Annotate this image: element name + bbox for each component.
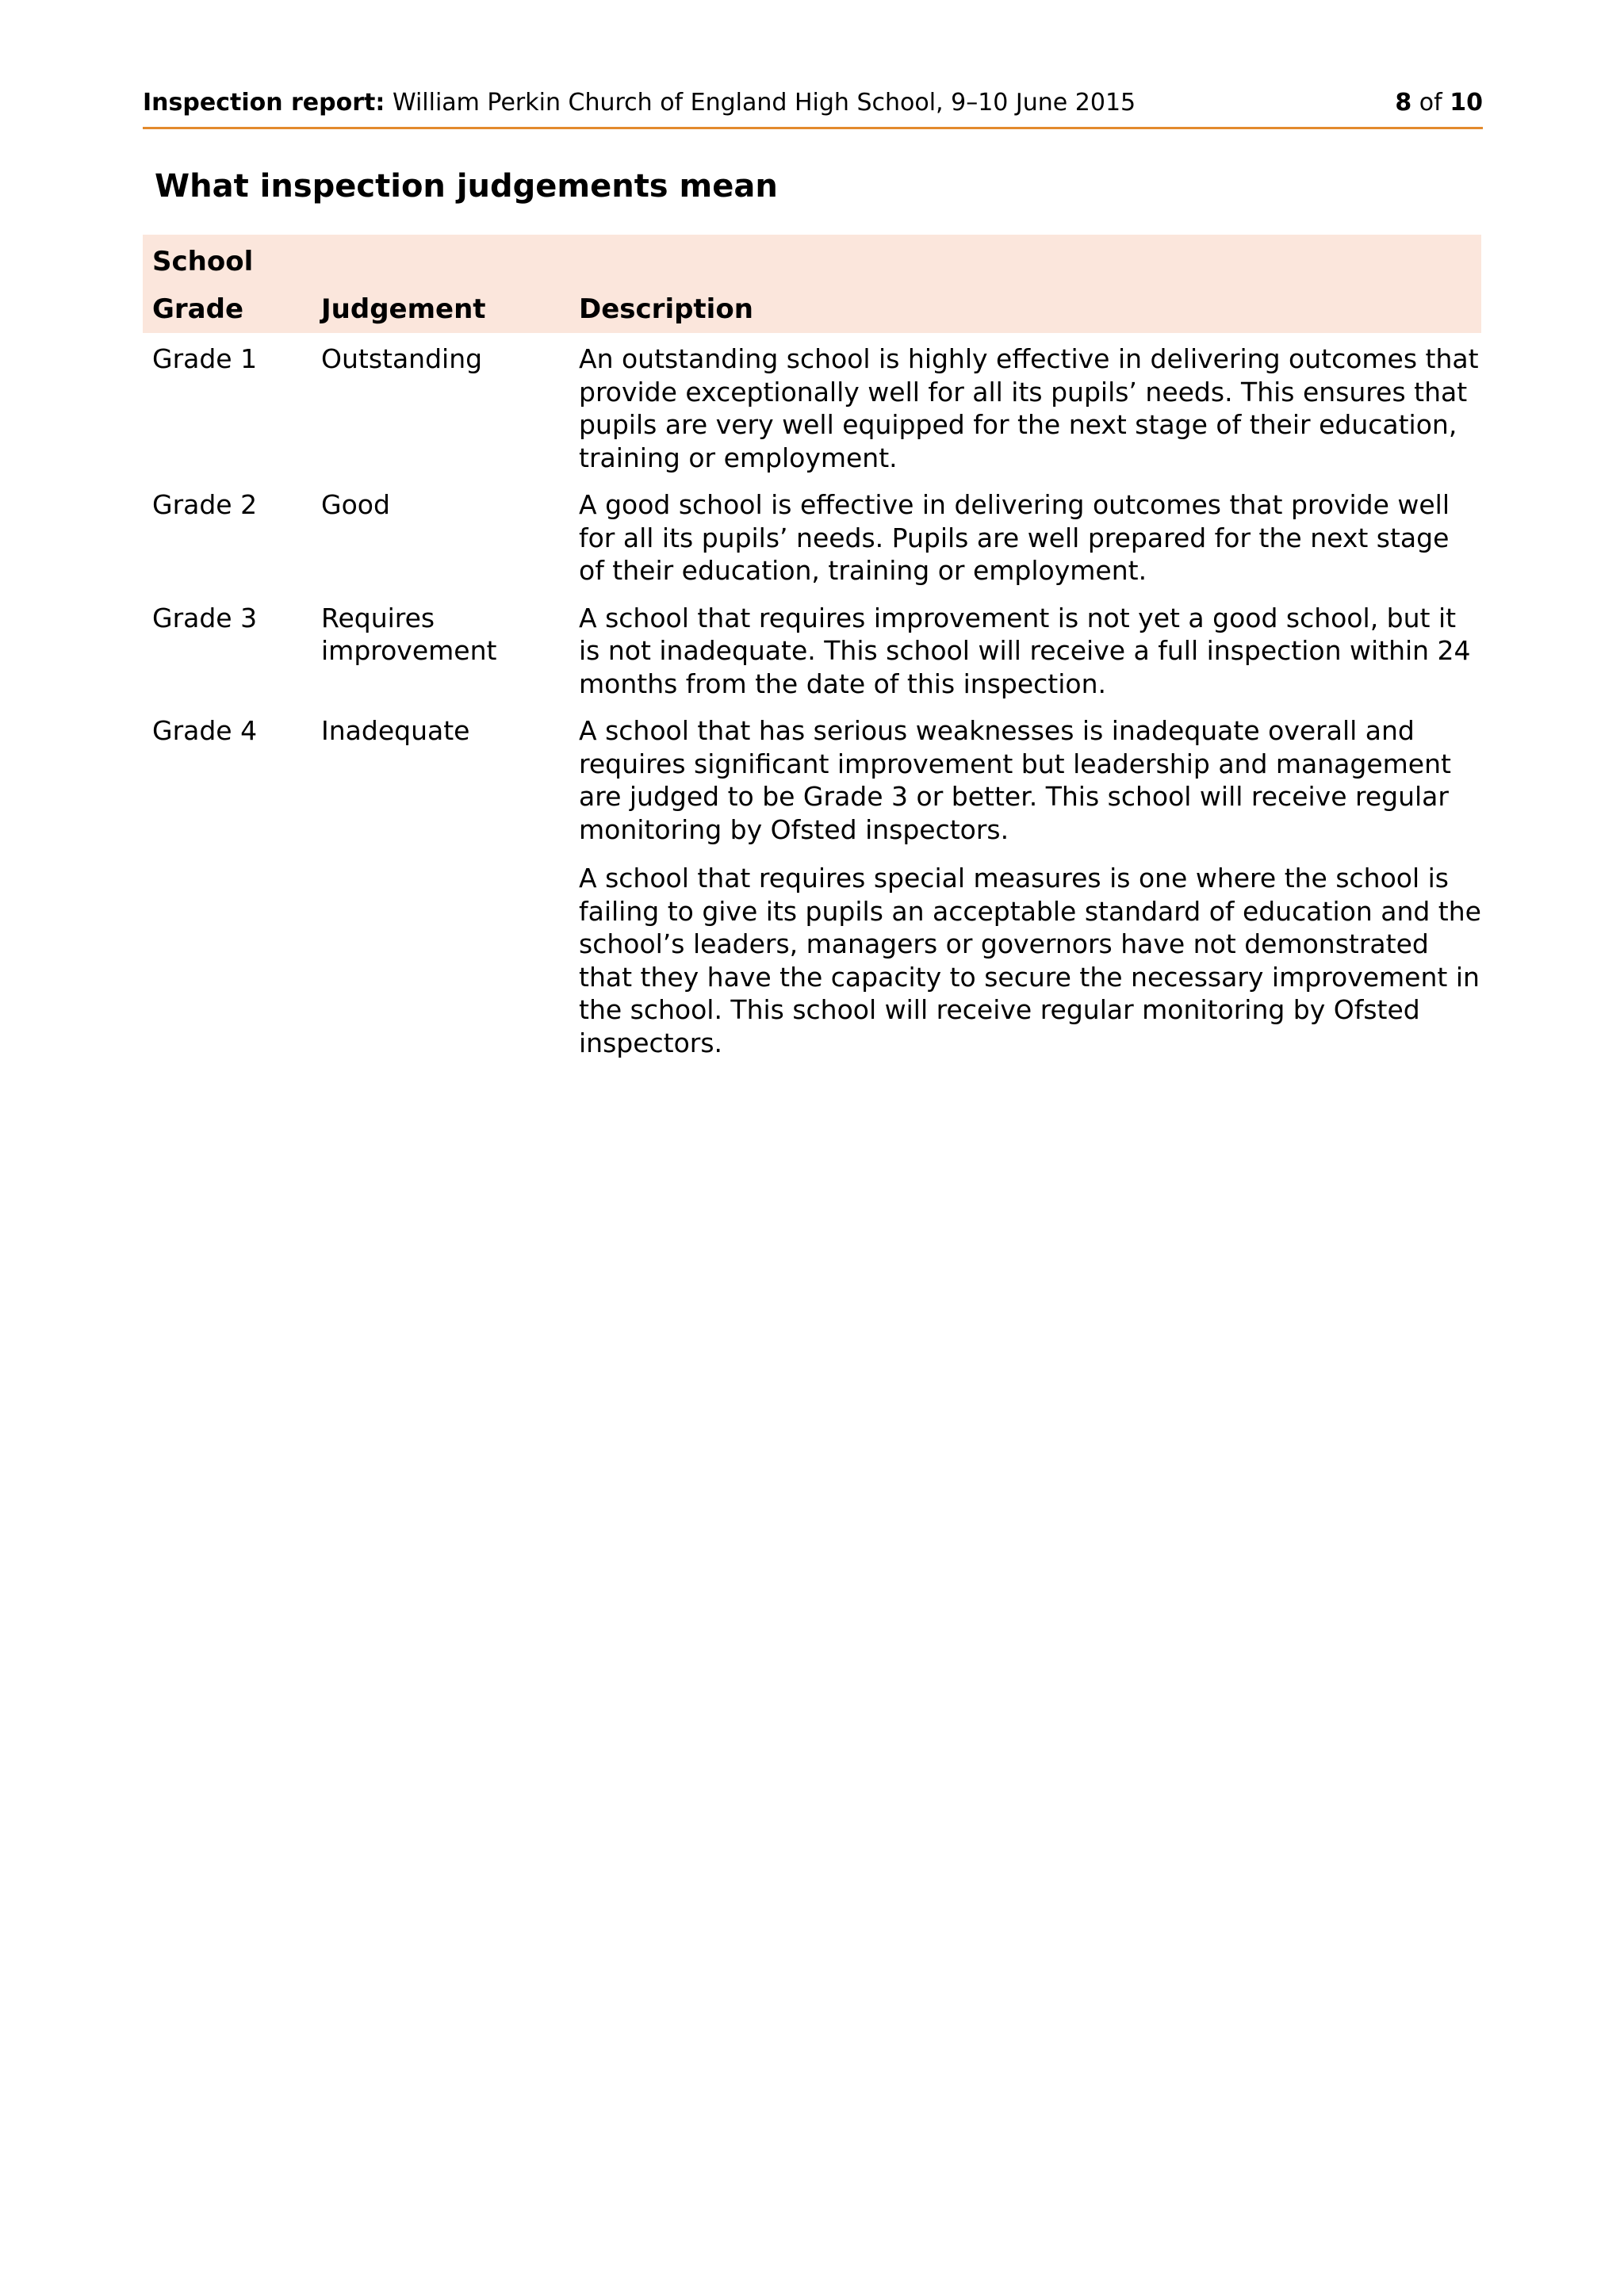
page-header — [143, 79, 1483, 129]
school-name: William Perkin Church of England High School, 9–10 June 2015 — [392, 89, 1136, 117]
grade-cell: Grade 1 — [152, 343, 258, 374]
grade-cell: Grade 4 — [152, 715, 258, 746]
description-cell — [569, 714, 1481, 1059]
table-section-label: School — [152, 246, 254, 277]
description-cell — [569, 488, 1481, 587]
judgement-cell: Outstanding — [321, 343, 483, 374]
judgement-cell: Requires improvement — [321, 602, 497, 666]
description-paragraph: A school that requires improvement is not yet a good school, but it is not inadequate. This school will receive a full inspection within 24 months from the date of this inspection. — [579, 602, 1471, 699]
table-header — [143, 235, 1481, 333]
description-cell — [569, 602, 1481, 701]
description-paragraph: A school that has serious weaknesses is inadequate overall and requires significant improvement but leadership and management are judged to be Grade 3 or better. This school will receive regular monitoring by Ofsted inspectors. — [579, 715, 1451, 845]
column-header-judgement: Judgement — [321, 293, 486, 325]
table-row — [143, 474, 1481, 587]
page-total: 10 — [1450, 89, 1483, 117]
page-of: of — [1419, 89, 1442, 117]
description-cell — [569, 342, 1481, 474]
report-title — [143, 79, 1136, 127]
page-title: What inspection judgements mean — [155, 168, 778, 205]
grade-cell: Grade 3 — [152, 602, 258, 633]
judgements-table — [143, 235, 1481, 1059]
grade-cell: Grade 2 — [152, 489, 258, 520]
column-header-grade: Grade — [152, 293, 244, 325]
table-row — [143, 587, 1481, 701]
table-row — [143, 700, 1481, 1059]
table-row — [143, 333, 1481, 474]
page-current: 8 — [1395, 89, 1412, 117]
judgement-cell: Inadequate — [321, 715, 470, 746]
description-paragraph: An outstanding school is highly effective in delivering outcomes that provide exceptionally well for all its pupils’ needs. This ensures that pupils are very well equipped for the next stage of their education, training or employment. — [579, 343, 1479, 473]
description-paragraph: A school that requires special measures is one where the school is failing to give its pupils an acceptable standard of education and the school’s leaders, managers or governors have not demonstrated that they have the capacity to secure the necessary improvement in the school. This school will receive regular monitoring by Ofsted inspectors. — [579, 863, 1481, 1058]
page-number — [1395, 79, 1483, 127]
table-body — [143, 333, 1481, 1059]
judgement-cell: Good — [321, 489, 390, 520]
column-header-description: Description — [579, 293, 753, 325]
report-label: Inspection report: — [143, 89, 385, 117]
description-paragraph: A good school is effective in delivering outcomes that provide well for all its pupils’ needs. Pupils are well prepared for the next stage of their education, training or employment. — [579, 489, 1450, 586]
